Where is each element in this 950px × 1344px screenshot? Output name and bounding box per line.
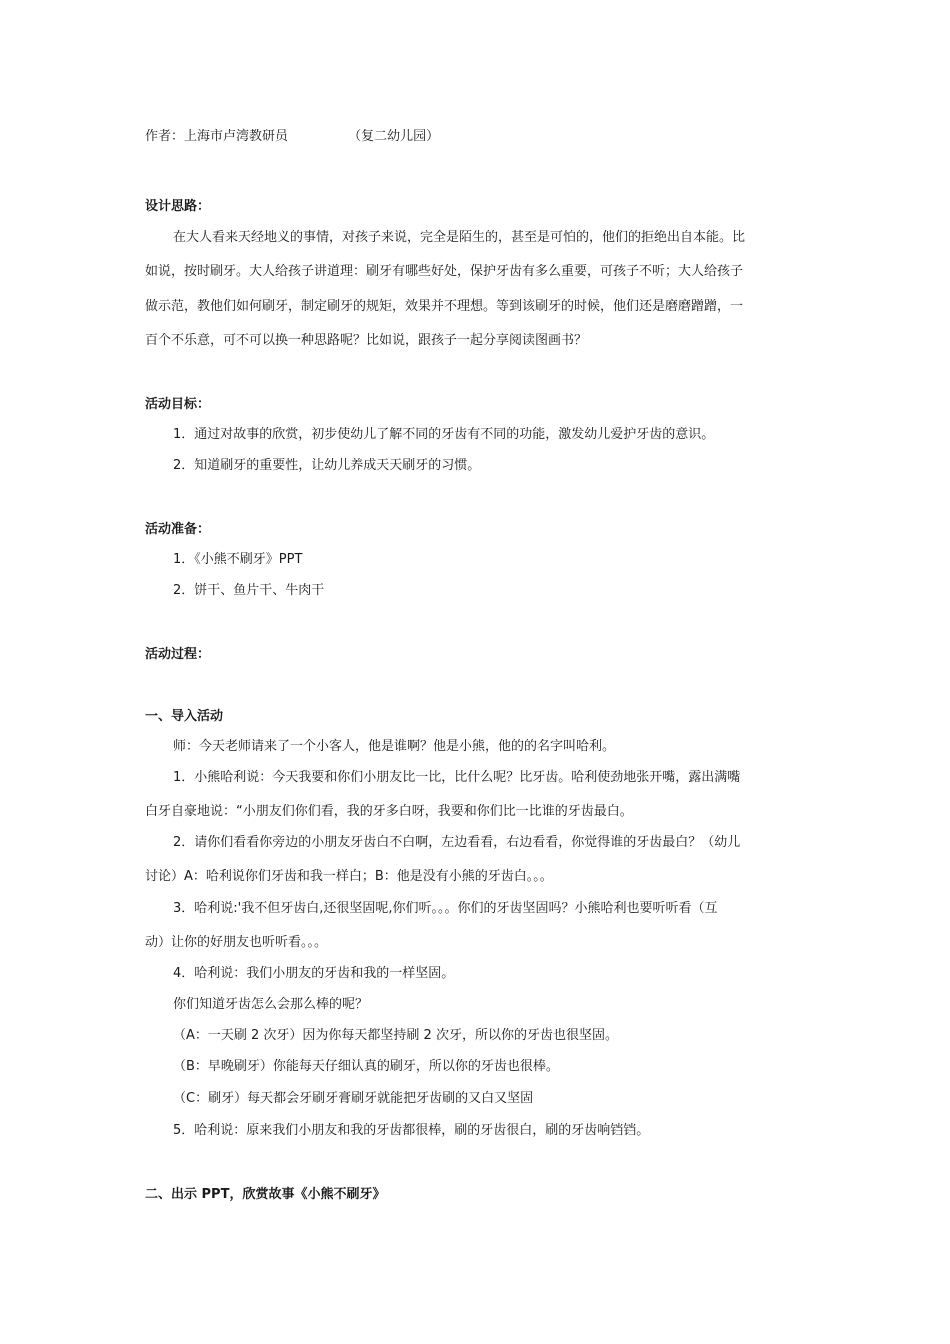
section1-line: 3．哈利说:'我不但牙齿白,还很坚固呢,你们听。。。你们的牙齿坚固吗？小熊哈利也要听听看（互 [173, 901, 718, 916]
section1-line: （B：早晚刷牙）你能每天仔细认真的刷牙，所以你的牙齿也很棒。 [173, 1059, 559, 1074]
section1-line: 你们知道牙齿怎么会那么棒的呢？ [173, 997, 369, 1012]
goal-item: 1．通过对故事的欣赏，初步使幼儿了解不同的牙齿有不同的功能，激发幼儿爱护牙齿的意识。 [173, 427, 715, 442]
goals-heading: 活动目标： [145, 397, 211, 412]
author-label: 作者：上海市卢湾教研员 [145, 129, 289, 144]
process-heading: 活动过程： [145, 647, 211, 662]
section1-line: 2．请你们看看你旁边的小朋友牙齿白不白啊，左边看看，右边看看，你觉得谁的牙齿最白？（幼儿 [173, 835, 741, 850]
section1-line: 1．小熊哈利说：今天我要和你们小朋友比一比，比什么呢？比牙齿。哈利使劲地张开嘴，露出满嘴 [173, 770, 741, 785]
section1-heading: 一、导入活动 [145, 709, 224, 724]
section1-line: （C：刷牙）每天都会牙刷牙膏刷牙就能把牙齿刷的又白又坚固 [173, 1091, 534, 1106]
prep-item: 1．《小熊不刷牙》PPT [173, 552, 303, 567]
author-org: （复二幼儿园） [348, 129, 440, 144]
section1-line: 5．哈利说：原来我们小朋友和我的牙齿都很棒，刷的牙齿很白，刷的牙齿响铛铛。 [173, 1123, 650, 1138]
design-paragraph-line: 在大人看来天经地义的事情，对孩子来说，完全是陌生的，甚至是可怕的，他们的拒绝出自本能。比 [173, 230, 746, 245]
author-line [145, 128, 439, 146]
section1-line: 动）让你的好朋友也听听看。。。 [145, 935, 328, 950]
goal-item: 2．知道刷牙的重要性，让幼儿养成天天刷牙的习惯。 [173, 458, 481, 473]
section2-heading: 二、出示 PPT，欣赏故事《小熊不刷牙》 [145, 1187, 386, 1202]
design-heading: 设计思路： [145, 199, 211, 214]
section1-line: （A：一天刷 2 次牙）因为你每天都坚持刷 2 次牙，所以你的牙齿也很坚固。 [173, 1028, 618, 1043]
section1-line: 4．哈利说：我们小朋友的牙齿和我的一样坚固。 [173, 966, 455, 981]
section1-line: 白牙自豪地说：“小朋友们你们看，我的牙多白呀，我要和你们比一比谁的牙齿最白。 [145, 804, 633, 819]
section1-line: 讨论）A：哈利说你们牙齿和我一样白；B：他是没有小熊的牙齿白。。。 [145, 869, 553, 884]
design-paragraph-line: 做示范，教他们如何刷牙，制定刷牙的规矩，效果并不理想。等到该刷牙的时候，他们还是磨磨蹭蹭，一 [145, 299, 744, 314]
section1-line: 师：今天老师请来了一个小客人，他是谁啊？他是小熊，他的的名字叫哈利。 [173, 739, 616, 754]
prep-item: 2．饼干、鱼片干、牛肉干 [173, 583, 325, 598]
design-paragraph-line: 百个不乐意，可不可以换一种思路呢？比如说，跟孩子一起分享阅读图画书？ [145, 333, 588, 348]
prep-heading: 活动准备： [145, 522, 211, 537]
design-paragraph-line: 如说，按时刷牙。大人给孩子讲道理：刷牙有哪些好处，保护牙齿有多么重要，可孩子不听；大人给孩子 [145, 264, 744, 279]
